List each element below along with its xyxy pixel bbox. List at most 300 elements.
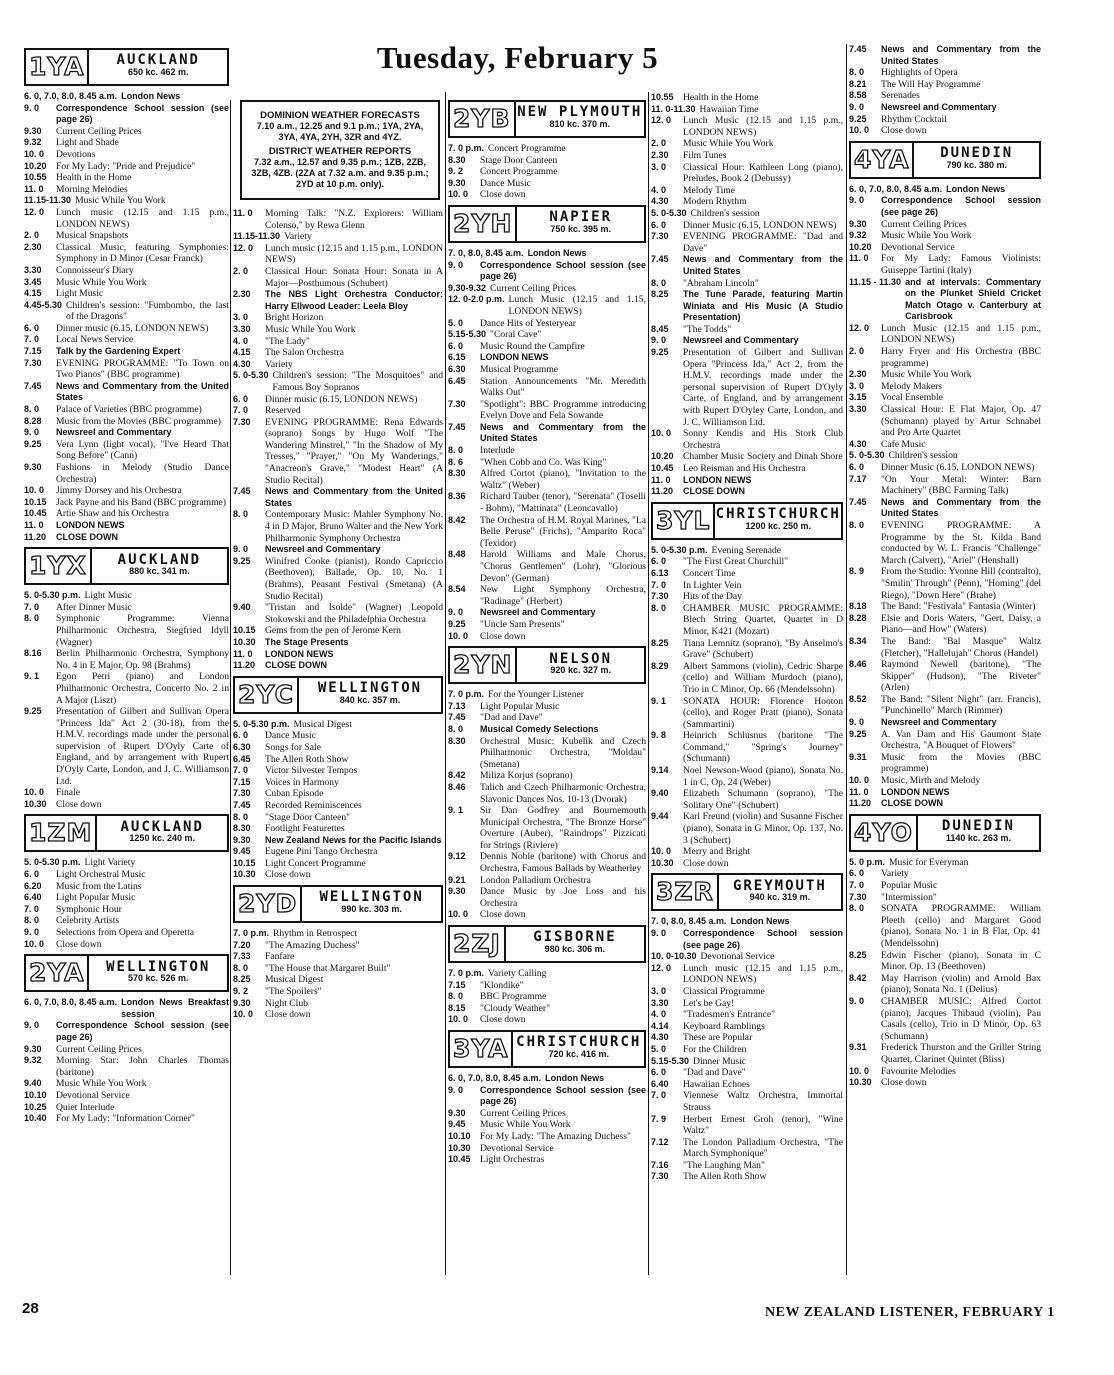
programme-entry [849,798,1041,810]
entry-text: Palace of Varieties (BBC programme) [56,404,202,416]
entry-text: Close down [56,798,102,810]
entry-text: Musical Snapshots [56,230,129,242]
entry-time: 7. 0 [24,334,40,345]
entry-text: Highlights of Opera [881,67,958,79]
entry-text: CLOSE DOWN [881,798,943,809]
programme-entry [24,508,229,520]
programme-entry [651,1171,843,1183]
station-frequency: 570 kc. 526 m. [127,973,189,984]
entry-time: 8.45 [651,323,669,334]
entry-text: Dennis Noble (baritone) with Chorus and Orchestra, Famous Ballads by Weatherley [480,851,646,875]
programme-entry [849,392,1041,404]
programme-entry [849,1042,1041,1065]
programme-entry [651,730,843,765]
entry-time: 9.25 [24,706,42,717]
entry-text: Concert Programme [480,166,558,178]
station-info [506,929,644,955]
programme-entry [849,775,1041,787]
programme-entry [233,788,443,800]
station-city: DUNEDIN [940,145,1014,162]
entry-text: EVENING PROGRAMME: A Programme by the St. Kilda Band conducted by W. L. Francis "Challenge" March (Calvert), "Ariel" (Henshall) [881,519,1041,566]
entry-text: Elsie and Doris Waters, "Gert, Daisy, a Piano—and How" (Waters) [881,612,1041,636]
entry-time: 4.30 [651,1032,669,1043]
programme-entry [24,927,229,939]
station-info [89,958,227,985]
station-city: AUCKLAND [120,818,204,835]
entry-text: The Band: "Silent Night" (arr. Francis), "Punchinello" March (Rimmer) [881,693,1041,717]
entry-time: 7.45 [448,421,466,432]
entry-time: 8.25 [849,949,867,960]
entry-text: Quiet Interlude [56,1101,115,1113]
entry-text: Talich and Czech Philharmonic Orchestra, Slavonic Dances Nos. 10-13 (Dvorak) [480,781,646,805]
programme-entry [849,950,1041,973]
programme-entry [849,369,1041,381]
entry-time: 8.46 [448,781,466,792]
entry-text: Albert Sammons (violin), Cedric Sharpe (cello) and William Murdoch (piano), Trio in C Minor, Op. 66 (Mendelssohn) [683,660,843,695]
programme-entry [448,607,646,619]
entry-text: New Zealand News for the Pacific Islands [265,834,442,845]
entry-text: and at intervals: Commentary on the Plunket Shield Cricket Match Otago v. Canterbury at Carisbrook [905,276,1041,322]
entry-time: 3. 0 [651,161,667,172]
programme-entry [24,462,229,485]
entry-text: Classical Hour: Kathleen Long (piano), Preludes, Book 2 (Debussy) [683,161,843,185]
programme-entry [651,335,843,347]
entry-text: Variety Calling [488,968,547,980]
programme-entry [24,939,229,951]
programme-entry [233,324,443,336]
entry-time: 10.15 [24,496,47,507]
entry-text: Miliza Korjus (soprano) [480,770,573,782]
programme-entry [849,973,1041,996]
entry-text: The NBS Light Orchestra Conductor: Harry Ellwood Leader: Leela Bloy [265,289,443,311]
programme-entry [24,137,229,149]
programme-entry [849,996,1041,1042]
entry-time: 7.13 [448,700,466,711]
entry-text: Karl Freund (violin) and Susanne Fischer (piano), Sonata in G Minor, Op. 137, No. 3 (Schubert) [683,811,843,846]
programme-entry [233,765,443,777]
entry-text: Health in the Home [56,172,132,184]
programme-entry [849,892,1041,904]
entry-time: 8.48 [448,549,466,560]
entry-time: 12. 0-2.0 p.m. [448,294,505,305]
entry-time: 7.20 [233,939,251,950]
programme-entry [651,916,843,928]
programme-entry [448,155,646,167]
programme-entry [233,637,443,649]
entry-time: 8. 0 [233,811,249,822]
programme-entry [651,138,843,150]
entry-time: 6. 0 [651,556,667,567]
entry-time: 10.45 [651,463,674,473]
entry-text: Classical Programme [683,985,765,997]
programme-entry [233,266,443,289]
entry-time: 9.25 [233,555,251,566]
entry-text: Music for Everyman [889,856,969,868]
entry-time: 7.45 [448,712,466,723]
programme-entry [849,694,1041,717]
programme-entry [24,207,229,230]
entry-time: 6.20 [24,880,42,891]
programme-entry [651,196,843,208]
entry-time: 9. 2 [448,166,464,177]
entry-text: Correspondence School session (see page 26) [56,1020,229,1042]
station-frequency: 940 kc. 319 m. [749,892,811,903]
entry-text: Music Round the Campfire [480,340,585,352]
programme-entry [849,497,1041,520]
programme-entry [651,765,843,788]
station-call-sign: 1YX [26,549,92,583]
entry-text: Richard Tauber (tenor), "Serenata" (Toselli - Bohm), "Mattinata" (Leoncavallo) [480,491,646,515]
entry-time: 9. 0 [24,927,40,937]
entry-time: 7. 0, 8.0, 8.45 a.m. [651,916,727,927]
programme-entry [651,208,843,220]
entry-time: 3.15 [849,392,867,403]
entry-text: Victor Silvester Tempos [265,765,358,777]
entry-time: 2. 0 [24,230,40,241]
entry-time: 3. 0 [651,985,667,996]
entry-time: 8.42 [448,770,466,781]
programme-entry [233,823,443,835]
entry-text: "The Spoilers" [265,986,322,998]
entry-time: 9.25 [651,347,669,358]
entry-time: 2. 0 [651,138,667,149]
programme-entry [651,661,843,696]
programme-entry [651,92,843,104]
station-frequency: 990 kc. 303 m. [341,904,402,915]
entry-time: 10.30 [233,636,256,647]
entry-time: 8. 0 [448,991,464,1002]
entry-text: The Salon Orchestra [265,347,344,359]
entry-time: 6.30 [233,741,251,752]
entry-text: Orchestral Music: Kubelik and Czech Philharmonic Orchestra, "Moldau" (Smetana) [480,735,646,770]
entry-time: 9.44 [651,811,669,822]
entry-text: LONDON NEWS [683,474,752,485]
entry-text: CLOSE DOWN [265,660,327,671]
programme-entry [849,566,1041,601]
programme-entry [849,520,1041,566]
entry-text: The London Palladium Orchestra, "The March Symphonique" [683,1136,843,1160]
programme-entry [24,671,229,706]
station-info [918,818,1039,844]
programme-entry [448,886,646,909]
entry-text: LONDON NEWS [265,648,334,659]
entry-text: Presentation of Gilbert and Sullivan Opera "Princess Ida," Act 2, from the H.M.V. recordings made under the personal supervision of Rupert D'Oyly Carte, of England, and by arrangement with Rupert D'Oyley Carte, London, and J. C. Williamson Ltd. [683,347,843,428]
entry-text: Night Club [265,997,308,1009]
programme-entry [233,800,443,812]
entry-time: 11. 0 [849,786,869,797]
entry-time: 10. 0 [651,846,672,857]
entry-text: News and Commentary from the United States [56,380,229,403]
entry-time: 9.21 [448,874,466,885]
station-frequency: 1200 kc. 250 m. [745,520,811,531]
entry-text: Lunch Music (12.15 and 1.15 p.m., LONDON NEWS) [683,115,843,138]
programme-entry [448,549,646,584]
programme-entry [849,253,1041,276]
programme-entry [448,364,646,376]
entry-time: 7.45 [233,799,251,810]
entry-text: For My Lady: "The Amazing Duchess" [480,1130,631,1142]
entry-time: 9. 0 [448,1084,464,1095]
programme-entry [651,1009,843,1021]
entry-text: Devotional Service [56,1089,130,1101]
entry-time: 10.55 [24,172,47,183]
programme-entry [24,172,229,184]
entry-time: 6.40 [651,1078,669,1089]
entry-time: 6. 0 [448,340,464,351]
entry-text: Music While You Work [881,369,972,381]
column-3 [448,96,646,1273]
station-frequency: 840 kc. 357 m. [339,694,401,705]
entry-text: Correspondence School session (see page 26) [56,102,229,125]
programme-entry [849,752,1041,775]
entry-text: Melody Time [683,184,735,196]
entry-time: 10. 0 [233,1009,254,1020]
entry-text: Symphonic Programme: Vienna Philharmonic Orchestra, Siegfried Idyll (Wagner) [56,613,229,648]
station-call-sign: 4YO [851,816,918,850]
entry-text: Harold Williams and Male Chorus, "Chorus Gentlemen" (Lohr), "Glorious Devon" (German) [480,549,646,584]
station-call-sign: 2YA [26,956,89,990]
entry-time: 6.13 [651,567,669,578]
entry-time: 10. 0 [849,1065,870,1076]
entry-text: Classical Music, featuring Symphonies: Symphony in D Minor (Cesar Franck) [56,241,229,265]
station-banner [849,141,1041,179]
entry-time: 9. 1 [448,805,464,816]
weather-forecast-box [240,100,440,200]
entry-text: Devotional Service [480,1142,554,1154]
programme-entry [651,638,843,661]
station-banner [448,205,646,243]
entry-text: Light Concert Programme [265,857,366,869]
entry-text: "Dad and Dave" [480,712,543,724]
entry-time: 8.42 [448,514,466,525]
entry-text: Symphonic Hour [56,903,122,915]
station-info [299,680,441,706]
entry-time: 10. 0 [849,125,870,136]
entry-time: 9. 0 [849,717,865,728]
entry-text: For the Younger Listener [488,689,584,701]
station-call-sign: 1YA [26,50,89,84]
entry-text: From the Studio: Yvonne Hill (contralto), "Smilin' Through" (Penn), "Homing" (del Riego), "Down Here" (Brahe) [881,566,1041,601]
programme-entry [448,584,646,607]
entry-text: Sonny Kendis and His Stork Club Orchestra [683,428,843,451]
programme-entry [448,515,646,550]
programme-entry [233,649,443,661]
entry-time: 8.36 [448,491,466,502]
station-info [516,104,644,130]
entry-time: 9. 2 [233,986,249,997]
entry-text: Newsreel and Commentary [480,607,596,618]
entry-text: London Palladium Orchestra [480,874,591,886]
programme-entry [24,265,229,277]
entry-text: Viennese Waltz Orchestra, Immortal Strauss [683,1090,843,1113]
programme-entry [24,532,229,544]
entry-text: Alfred Cortot (piano), "Invitation to the Waltz" (Weber) [480,468,646,491]
entry-time: 8.21 [849,78,867,89]
programme-entry [24,161,229,173]
station-call-sign: 2YD [235,887,302,921]
station-banner [24,48,229,86]
entry-time: 11. 0 [24,519,44,530]
entry-text: Vocal Ensemble [881,392,943,404]
entry-time: 5. 0 [448,317,464,328]
entry-time: 9. 0 [24,427,40,438]
programme-entry [24,997,229,1020]
entry-time: 7.45 [24,380,42,391]
entry-time: 9.14 [651,765,669,776]
entry-text: Musical Programme [480,363,559,375]
entry-text: Lunch music (12.15 and 1.15 p.m., LONDON NEWS) [56,206,229,230]
programme-entry [849,242,1041,254]
entry-time: 2.30 [849,369,867,380]
entry-text: Talk by the Gardening Expert [56,346,181,357]
entry-time: 10. 0 [24,787,45,798]
programme-entry [24,91,229,103]
entry-text: Jack Payne and his Band (BBC programme) [56,496,226,508]
programme-entry [651,580,843,592]
programme-entry [651,428,843,451]
column-2 [233,208,443,1273]
entry-time: 7.30 [233,788,251,799]
entry-time: 9. 0 [448,259,464,270]
entry-time: 7.30 [849,891,867,902]
entry-text: Children's session: "The Mosquitoes" and Famous Boy Sopranos [272,370,443,393]
entry-text: "The Amazing Duchess" [265,939,360,951]
entry-time: 5. 0-5.30 [849,450,885,461]
entry-text: Devotional Service [700,951,775,963]
entry-text: Music While You Work [480,1119,571,1131]
entry-time: 7.12 [651,1136,669,1147]
entry-time: 4. 0 [651,1009,667,1020]
station-call-sign: 2ZJ [450,927,506,961]
entry-text: Hits of the Day [683,591,742,603]
station-city: WELLINGTON [319,889,424,906]
entry-text: Newsreel and Commentary [56,427,172,438]
entry-time: 10.30 [24,798,47,809]
entry-time: 9. 0 [233,544,249,555]
programme-entry [651,150,843,162]
entry-text: Dinner Music (6.15, LONDON NEWS) [683,219,837,231]
station-city: NAPIER [549,209,612,226]
entry-time: 12. 0 [24,206,45,217]
programme-entry [849,601,1041,613]
station-frequency: 720 kc. 416 m. [548,1049,610,1059]
programme-entry [849,474,1041,497]
entry-text: Music from the Movies (BBC programme) [56,415,221,427]
programme-entry [233,1009,443,1021]
entry-time: 6. 0, 7.0, 8.0, 8.45 a.m. [448,1073,542,1083]
entry-time: 11. 0 [233,208,253,218]
entry-time: 10.20 [24,160,47,171]
entry-time: 11. 0 [233,648,253,659]
programme-entry [849,880,1041,892]
entry-text: Lunch Music (12.15 and 1.15 p.m., LONDON NEWS) [881,322,1041,346]
programme-entry [233,336,443,348]
entry-text: Correspondence School session (see page 26) [480,1084,646,1107]
entry-text: Close down [56,938,102,950]
entry-text: For the Children [683,1043,747,1055]
entry-time: 7. 0 p.m. [448,143,485,153]
programme-entry [448,724,646,736]
programme-entry [448,491,646,514]
entry-text: Herbert Ernest Groh (tenor), "Wine Waltz" [683,1113,843,1137]
entry-text: London News [946,183,1006,194]
programme-entry [849,729,1041,752]
programme-entry [24,346,229,358]
entry-time: 7. 0 p.m. [233,928,270,939]
programme-entry [233,998,443,1010]
station-call-sign: 2YC [235,678,299,712]
entry-time: 10.55 [651,92,674,102]
programme-entry [448,701,646,713]
entry-text: Leo Reisman and His Orchestra [683,463,806,474]
station-city: AUCKLAND [117,551,202,568]
programme-entry [448,189,646,201]
programme-entry [849,90,1041,102]
programme-entry [24,590,229,602]
programme-entry [651,545,843,557]
entry-text: Devotional Service [881,241,955,253]
entry-time: 4. 0 [233,335,249,346]
programme-entry [651,603,843,638]
programme-entry [448,631,646,643]
entry-time: 2. 0 [233,265,249,276]
entry-text: Music While You Work [56,1078,147,1090]
entry-text: Hawaiian Echoes [683,1078,750,1090]
entry-time: 8.46 [849,659,867,670]
entry-text: Current Ceiling Prices [490,282,576,294]
entry-text: Cafe Music [881,438,926,450]
entry-text: Light Orchestras [480,1154,545,1166]
entry-text: Fashions in Melody (Studio Dance Orchestra) [56,462,229,485]
entry-text: Connoisseur's Diary [56,264,134,276]
entry-time: 2.30 [233,289,251,300]
entry-text: Winifred Cooke (pianist), Rondo Capriccio (Beethoven), Ballade, Op. 10, No. 1 (Brahms), Peasant Festival (Smetana) (A Studio Recital) [265,555,443,602]
entry-text: After Dinner Music [56,601,132,613]
programme-entry [651,963,843,986]
entry-text: Frederick Thurston and the Griller String Quartet, Clarinet Quintet (Bliss) [881,1042,1041,1065]
entry-time: 9.45 [233,846,251,857]
station-frequency: 980 kc. 306 m. [544,944,606,955]
entry-time: 8.29 [651,660,669,671]
entry-text: Songs for Sale [265,741,321,753]
programme-entry [24,358,229,381]
station-city: CHRISTCHURCH [715,506,841,523]
programme-entry [448,457,646,469]
programme-entry [233,405,443,417]
entry-time: 9. 0 [849,101,865,112]
entry-time: 9. 0 [24,1020,40,1031]
entry-time: 8.30 [448,735,466,746]
entry-time: 10.40 [24,1113,47,1124]
entry-text: Dance Music by Joe Loss and his Orchestra [480,886,646,909]
programme-entry [24,149,229,161]
programme-entry [849,277,1041,323]
station-city: GISBORNE [533,929,617,946]
entry-text: Noel Newson-Wood (piano), Sonata No. 1 in C, Op. 24 (Weber) [683,765,843,788]
programme-entry [448,1143,646,1155]
entry-time: 8. 0 [233,962,249,973]
entry-time: 9.30 [24,1043,42,1054]
programme-entry [448,294,646,317]
station-banner [651,873,843,911]
programme-entry [448,1154,646,1166]
programme-entry [448,1108,646,1120]
programme-entry [651,858,843,870]
entry-time: 8.15 [448,1002,466,1013]
entry-time: 10.30 [448,1142,471,1153]
entry-time: 12. 0 [651,962,672,973]
programme-entry [233,730,443,742]
